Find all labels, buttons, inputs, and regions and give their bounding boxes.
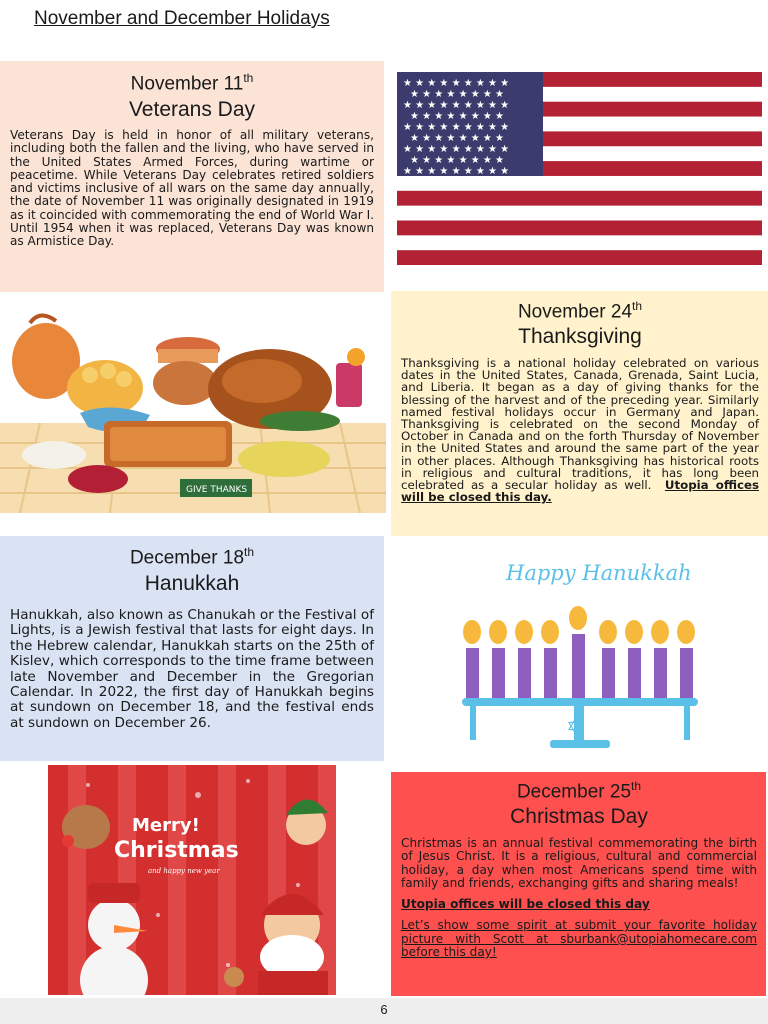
hanukkah-panel [0,536,384,761]
svg-text:★ ★ ★ ★ ★ ★ ★ ★ ★: ★ ★ ★ ★ ★ ★ ★ ★ ★ [403,122,510,133]
svg-text:★ ★ ★ ★ ★ ★ ★ ★ ★: ★ ★ ★ ★ ★ ★ ★ ★ ★ [403,166,510,177]
hanukkah-title: Hanukkah [144,572,240,595]
christmas-card-image [48,765,336,995]
merry-label: Merry! [132,815,200,836]
christmas-closed-note: Utopia offices will be closed this day [401,897,650,912]
christmas-title: Christmas Day [510,805,648,828]
svg-text:★ ★ ★ ★ ★ ★ ★ ★: ★ ★ ★ ★ ★ ★ ★ ★ [410,133,504,144]
thanksgiving-title: Thanksgiving [518,325,642,348]
flag-graphic [397,72,762,265]
svg-text:★ ★ ★ ★ ★ ★ ★ ★: ★ ★ ★ ★ ★ ★ ★ ★ [410,89,504,100]
happy-hanukkah-label: Happy Hanukkah [506,561,692,585]
christmas-graphic [48,765,336,995]
svg-text:★ ★ ★ ★ ★ ★ ★ ★: ★ ★ ★ ★ ★ ★ ★ ★ [410,155,504,166]
page-number: 6 [380,1002,388,1017]
veterans-day-title: Veterans Day [128,98,256,121]
thanksgiving-description: Thanksgiving is a national holiday celebrated on various dates in the United States, Canada, Grenada, Saint Lucia, and Liberia. It began as a day of giving thanks for the blessing of the harvest and of the preceding year. Similarly named festival holidays occur in Germany and Japan. Thanksgiving is celebrated on the second Monday of October in Canada and on the forth Thursday of November in the United States and around the same part of the year in other places. Although Thanksgiving has historical roots in religious and cultural traditions, it has long been celebrated as a secular holiday as well. Utopia offices will be closed this day. [401,356,760,505]
hanukkah-date: December 18th [129,545,255,569]
page-footer [0,998,768,1024]
svg-text:★ ★ ★ ★ ★ ★ ★ ★: ★ ★ ★ ★ ★ ★ ★ ★ [410,111,504,122]
hanukkah-menorah-image [440,548,720,753]
christmas-spirit-note[interactable]: Let’s show some spirit at submit your favorite holiday picture with Scott at sburbank@utopiahomecare.com before this day! [401,918,757,960]
thanksgiving-date: November 24th [517,299,643,323]
menorah-graphic [440,548,720,753]
christmas-panel [391,772,766,996]
veterans-day-description: Veterans Day is held in honor of all military veterans, including both the fallen and the living, who have served in the United States Armed Forces, during wartime or peacetime. While Veterans Day celebrates retired soldiers and victims inclusive of all wars on the same day annually, the date of November 11 was originally designated in 1919 as it coincided with commemorating the end of World War I. Until 1954 when it was replaced, Veterans Day was known as Armistice Day. [10,128,374,249]
page-title: November and December Holidays [34,8,330,29]
give-thanks-label: GIVE THANKS [186,485,248,495]
svg-text:★ ★ ★ ★ ★ ★ ★ ★ ★: ★ ★ ★ ★ ★ ★ ★ ★ ★ [403,144,510,155]
happy-new-year-label: and happy new year [148,867,220,875]
hanukkah-description: Hanukkah, also known as Chanukah or the Festival of Lights, is a Jewish festival that lasts for eight days. In the Hebrew calendar, Hanukkah starts on the 25th of Kislev, which corresponds to the time frame between late November and December in the Gregorian Calendar. In 2022, the first day of Hanukkah begins at sundown on December 18, and the festival ends at sundown on December 26. [10,607,374,731]
thanksgiving-feast-image [0,303,386,513]
svg-text:✡: ✡ [566,715,585,740]
veterans-day-panel [0,61,384,292]
thanksgiving-closed-note: Utopia offices will be closed this day. [401,478,760,505]
veterans-day-date: November 11th [130,71,254,95]
feast-graphic [0,303,386,513]
thanksgiving-panel [391,291,768,536]
svg-text:★ ★ ★ ★ ★ ★ ★ ★ ★: ★ ★ ★ ★ ★ ★ ★ ★ ★ [403,78,510,89]
christmas-label: Christmas [114,838,239,863]
christmas-date: December 25th [516,779,642,803]
christmas-description: Christmas is an annual festival commemorating the birth of Jesus Christ. It is a religious, cultural and commercial holiday, a day when most Americans spend time with family and friends, exchanging gifts and sharing meals! [401,836,757,890]
us-flag-image [397,72,762,265]
svg-text:★ ★ ★ ★ ★ ★ ★ ★ ★: ★ ★ ★ ★ ★ ★ ★ ★ ★ [403,100,510,111]
